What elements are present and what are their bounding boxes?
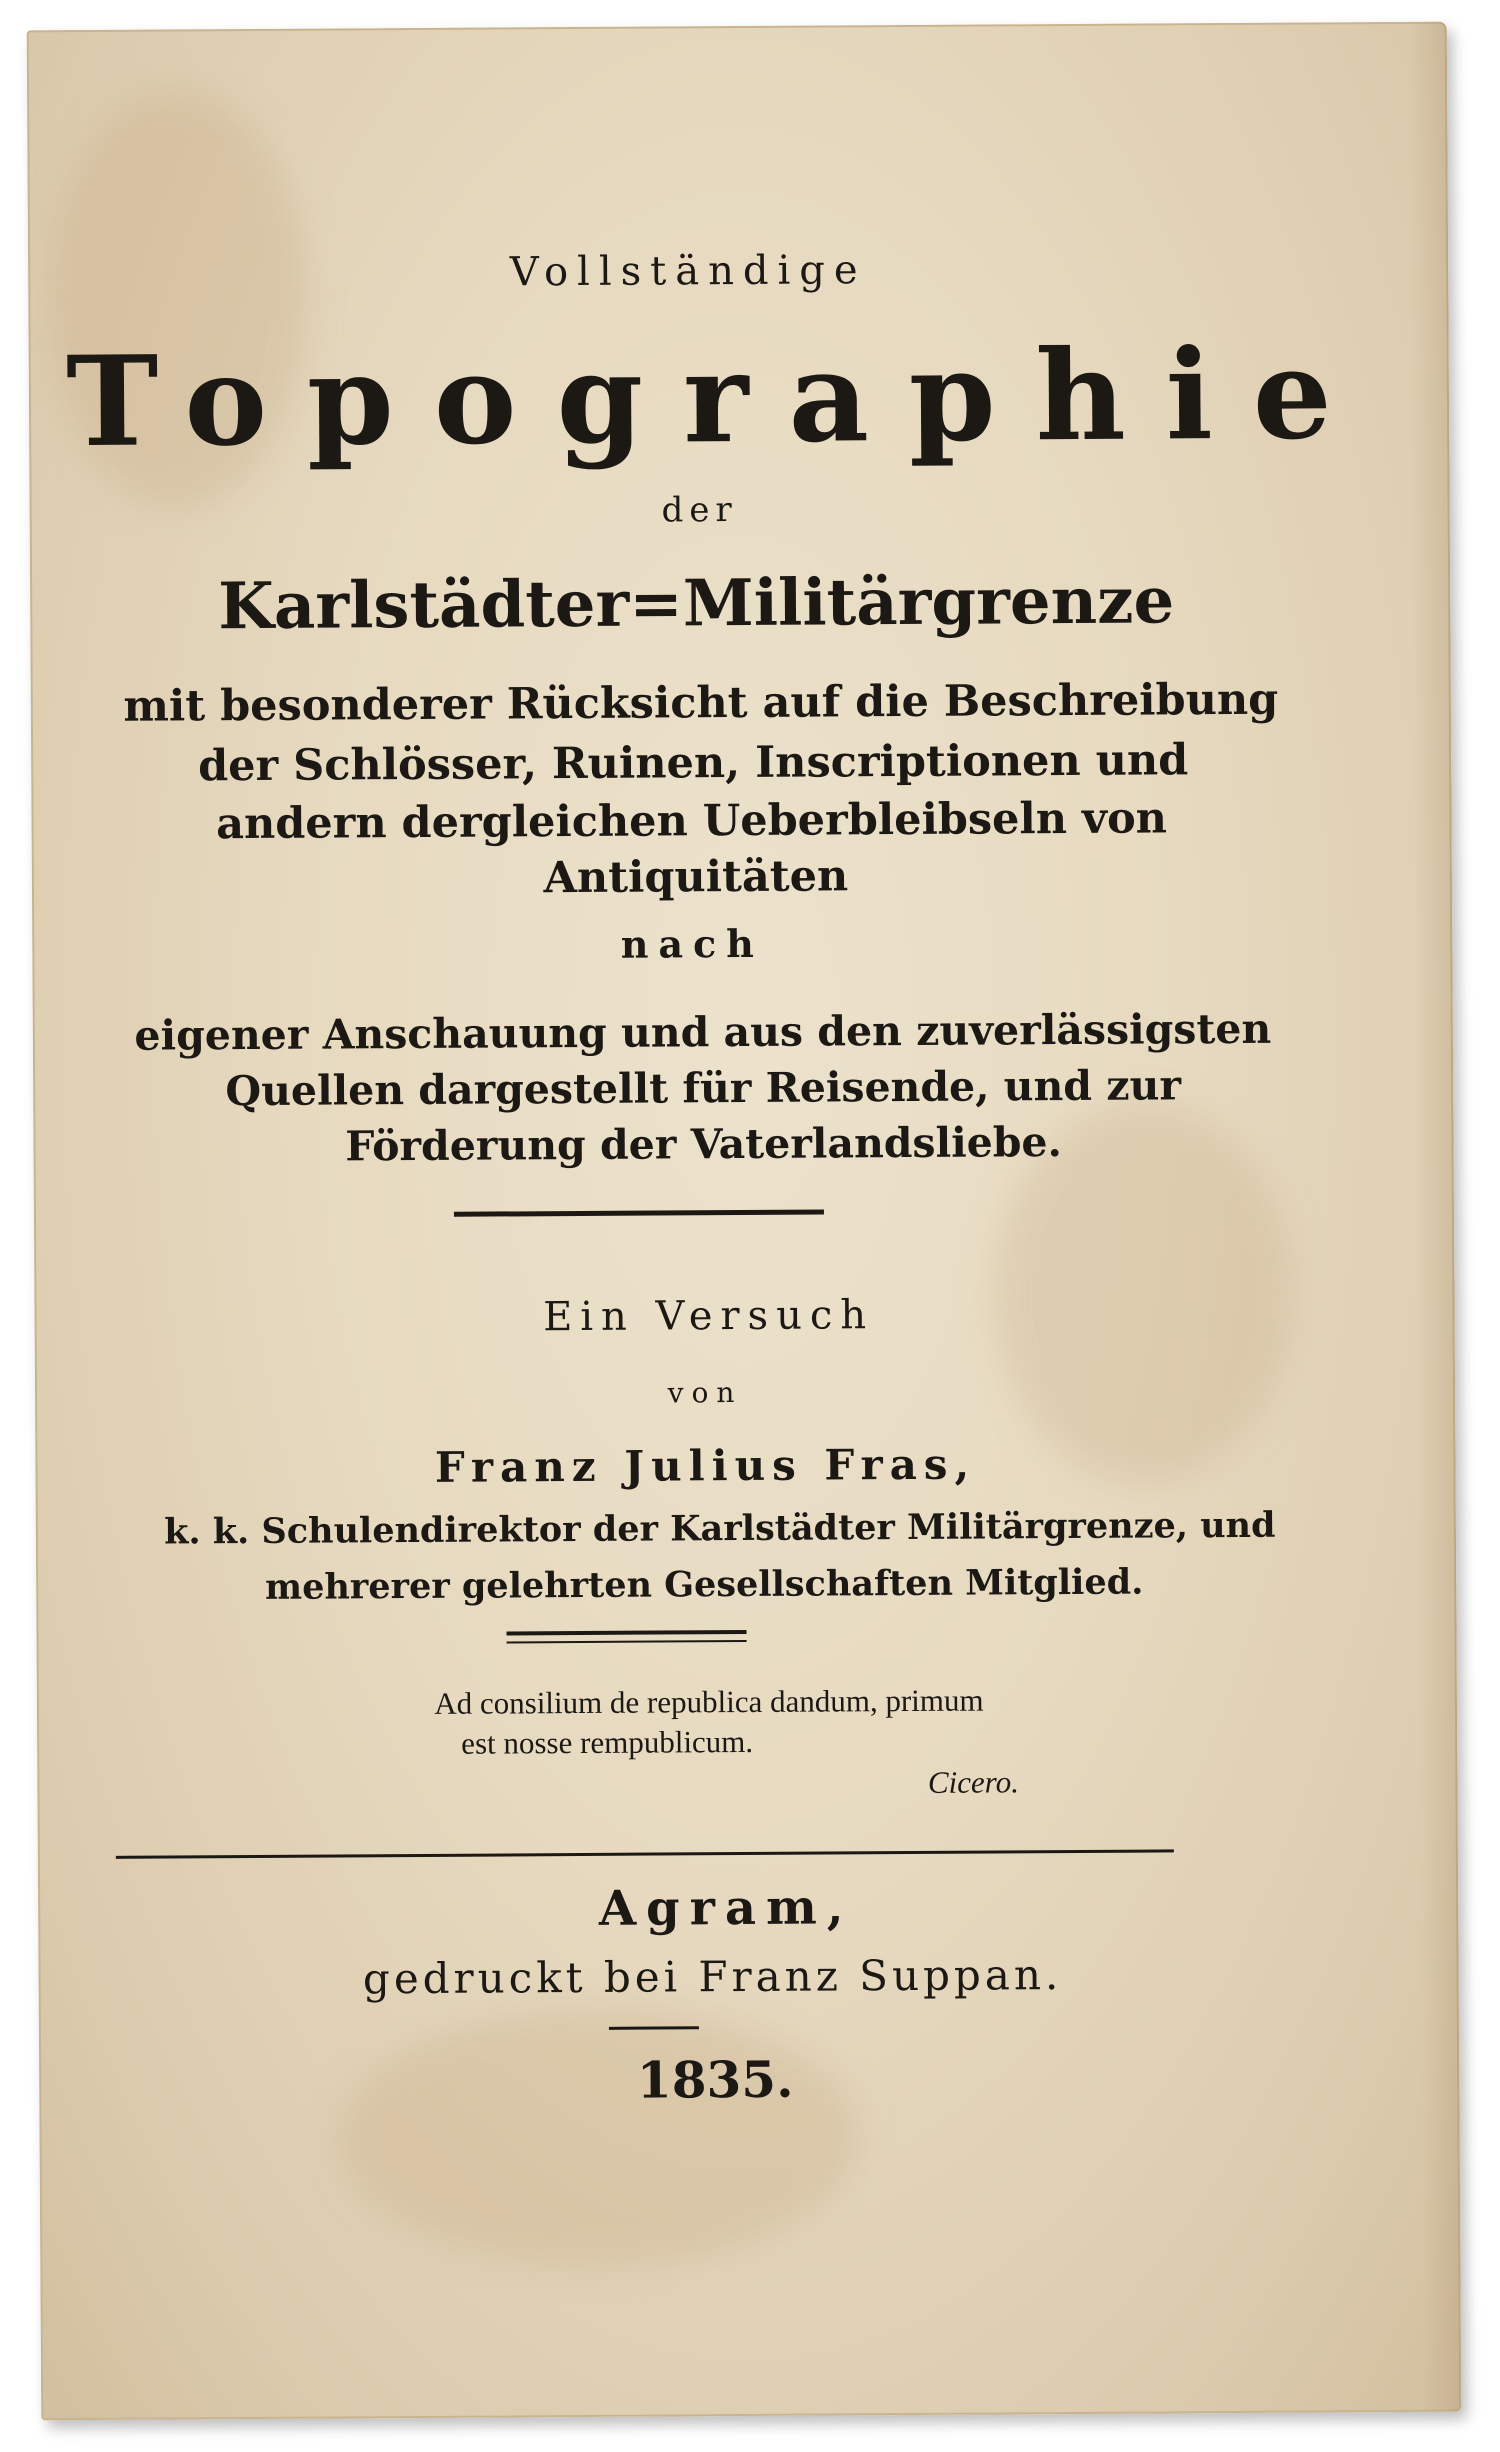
description-line-1: mit besonderer Rücksicht auf die Beschreibung bbox=[123, 674, 1279, 732]
double-rule-bottom bbox=[507, 1640, 747, 1643]
main-title: Topographie bbox=[65, 322, 1373, 476]
divider-rule bbox=[454, 1210, 824, 1217]
imprint-printer: gedruckt bei Franz Suppan. bbox=[362, 1950, 1063, 2004]
source-line-3: Förderung der Vaterlandsliebe. bbox=[345, 1118, 1062, 1171]
heading-vollstaendige: Vollständige bbox=[509, 247, 867, 296]
description-line-3: andern dergleichen Ueberbleibseln von bbox=[216, 793, 1168, 850]
source-line-2: Quellen dargestellt für Reisende, und zur bbox=[225, 1061, 1182, 1116]
imprint-year: 1835. bbox=[636, 2049, 794, 2110]
heading-ein-versuch: Ein Versuch bbox=[542, 1292, 875, 1341]
imprint-rule bbox=[116, 1849, 1174, 1858]
heading-nach: nach bbox=[620, 920, 764, 967]
epigraph-author: Cicero. bbox=[927, 1764, 1020, 1800]
author-title-line-2: mehrerer gelehrten Gesellschaften Mitglied. bbox=[264, 1561, 1144, 1608]
book-title-page bbox=[27, 22, 1462, 2421]
description-line-2: der Schlösser, Ruinen, Inscriptionen und bbox=[197, 735, 1189, 792]
year-rule bbox=[609, 2026, 699, 2030]
author-name: Franz Julius Fras, bbox=[434, 1439, 977, 1492]
double-rule-top bbox=[507, 1630, 747, 1635]
epigraph-line-2: est nosse rempublicum. bbox=[461, 1723, 754, 1761]
epigraph-line-1: Ad consilium de republica dandum, primum bbox=[434, 1682, 984, 1721]
heading-von: von bbox=[667, 1376, 743, 1410]
paper-stain bbox=[339, 2005, 861, 2268]
author-title-line-1: k. k. Schulendirektor der Karlstädter Militärgrenze, und bbox=[164, 1504, 1276, 1553]
subtitle-karlstaedter: Karlstädter=Militärgrenze bbox=[218, 563, 1175, 645]
description-line-4: Antiquitäten bbox=[543, 851, 849, 904]
source-line-1: eigener Anschauung und aus den zuverlässigsten bbox=[134, 1004, 1272, 1060]
heading-der: der bbox=[661, 490, 738, 531]
imprint-place: Agram, bbox=[598, 1879, 854, 1937]
